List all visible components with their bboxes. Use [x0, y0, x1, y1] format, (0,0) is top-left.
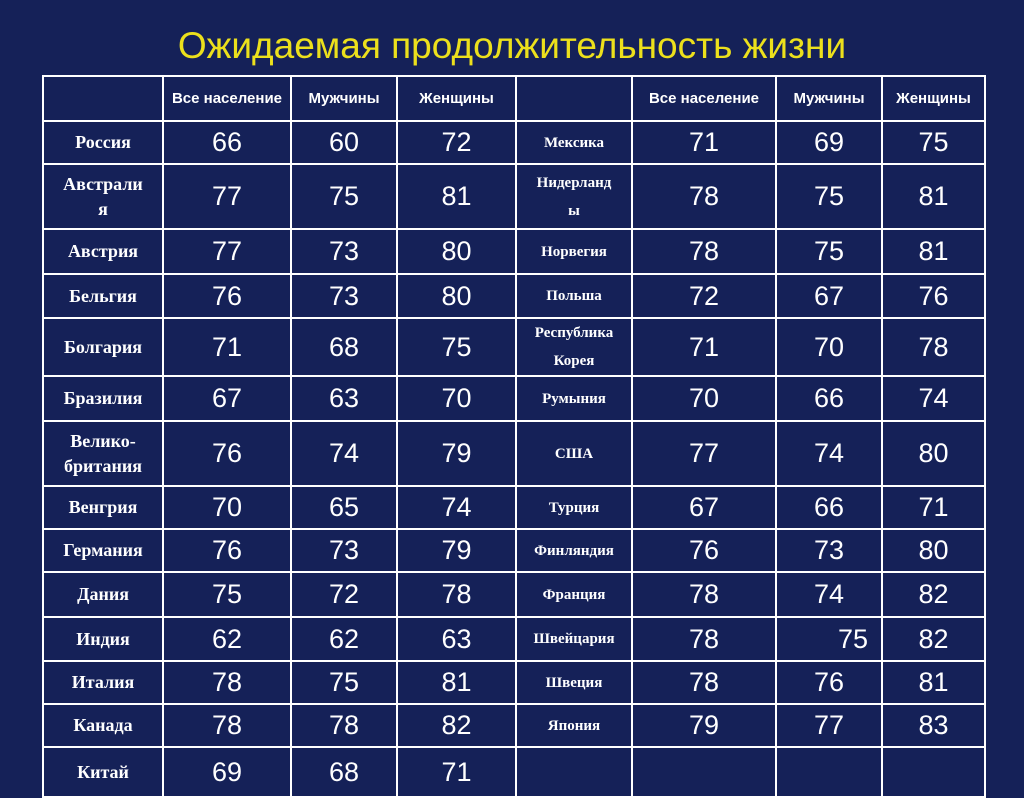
all-population-cell-2-text: 78 [688, 236, 720, 266]
table-row [43, 318, 985, 376]
men-cell [291, 376, 397, 421]
women-cell-2-text: 74 [918, 383, 949, 413]
all-population-cell [163, 421, 291, 486]
men-cell-2 [776, 529, 882, 572]
all-population-cell-2-text: 78 [688, 623, 720, 654]
country-cell-2 [516, 318, 632, 376]
women-cell-text: 75 [441, 331, 472, 362]
all-population-cell-2-text: 79 [688, 710, 720, 740]
header-men: Мужчины [291, 76, 397, 121]
all-population-cell [163, 121, 291, 164]
country-cell-2 [516, 529, 632, 572]
country-cell-text: Россия [75, 132, 131, 152]
page-title: Ожидаемая продолжительность жизни [177, 25, 847, 66]
header-country [43, 76, 163, 121]
men-cell [291, 486, 397, 529]
country-cell [43, 747, 163, 797]
country-cell-2 [516, 421, 632, 486]
table-row [43, 617, 985, 661]
all-population-cell-2 [632, 376, 776, 421]
men-cell-2 [776, 617, 882, 661]
men-cell [291, 661, 397, 704]
all-population-cell [163, 164, 291, 229]
country-cell [43, 617, 163, 661]
men-cell-2 [776, 486, 882, 529]
men-cell-text: 60 [328, 127, 360, 157]
men-cell-text: 75 [328, 667, 360, 697]
country-cell-text: Италия [71, 672, 135, 692]
header-row [43, 76, 985, 121]
men-cell-text: 63 [328, 383, 360, 413]
all-population-cell [163, 529, 291, 572]
country-cell-2 [516, 704, 632, 747]
all-population-cell-2 [632, 747, 776, 797]
men-cell-2-text: 77 [813, 710, 845, 740]
men-cell-2-text: 74 [813, 438, 845, 468]
country-cell-2-text: Турция [548, 499, 600, 516]
women-cell-text: 80 [441, 280, 472, 311]
table-row [43, 164, 985, 229]
all-population-cell-text: 76 [211, 280, 243, 311]
men-cell-text: 75 [328, 181, 360, 211]
women-cell-2 [882, 274, 985, 318]
country-cell-text: Болгария [63, 336, 143, 357]
country-cell-2-text: Польша [546, 288, 602, 304]
header-all-population: Все население [163, 76, 291, 121]
table-row [43, 274, 985, 318]
all-population-cell-text: 69 [211, 756, 243, 787]
women-cell [397, 529, 516, 572]
men-cell-2 [776, 121, 882, 164]
women-cell-2-text: 78 [918, 331, 949, 362]
men-cell-2-text: 70 [813, 331, 845, 362]
women-cell [397, 704, 516, 747]
table-row [43, 529, 985, 572]
country-cell [43, 529, 163, 572]
men-cell-2-text: 75 [813, 181, 845, 211]
women-cell-2 [882, 164, 985, 229]
all-population-cell-2 [632, 121, 776, 164]
all-population-cell [163, 704, 291, 747]
header-women-2: Женщины [882, 76, 985, 121]
men-cell [291, 318, 397, 376]
all-population-cell-2 [632, 704, 776, 747]
men-cell-2 [776, 421, 882, 486]
all-population-cell-2 [632, 421, 776, 486]
country-cell [43, 572, 163, 617]
country-cell-2-text: Нидерлaнд ы [536, 174, 612, 219]
all-population-cell [163, 318, 291, 376]
men-cell [291, 164, 397, 229]
men-cell-2 [776, 164, 882, 229]
country-cell [43, 274, 163, 318]
women-cell-2-text: 81 [918, 667, 949, 697]
men-cell-2 [776, 274, 882, 318]
all-population-cell-2-text: 77 [688, 438, 720, 468]
women-cell [397, 661, 516, 704]
women-cell-text: 80 [441, 236, 472, 266]
women-cell-2-text: 82 [918, 579, 949, 609]
country-cell-text: Китай [77, 761, 129, 782]
women-cell-2-text: 82 [918, 623, 949, 654]
men-cell-2-text: 66 [813, 492, 845, 522]
men-cell-text: 68 [328, 756, 360, 787]
header-women: Женщины [397, 76, 516, 121]
country-cell-text: Венгрия [68, 497, 138, 517]
women-cell-text: 72 [441, 127, 472, 157]
men-cell-2-text: 69 [813, 127, 845, 157]
all-population-cell-text: 76 [211, 438, 243, 468]
all-population-cell [163, 661, 291, 704]
women-cell-2-text: 80 [918, 535, 949, 565]
country-cell [43, 164, 163, 229]
header-men-2: Мужчины [776, 76, 882, 121]
country-cell-2 [516, 121, 632, 164]
all-population-cell [163, 617, 291, 661]
women-cell-2 [882, 486, 985, 529]
all-population-cell-2-text: 71 [688, 331, 720, 362]
country-cell-2 [516, 747, 632, 797]
table-row [43, 704, 985, 747]
country-cell-text: Австрали я [63, 173, 143, 219]
country-cell-2-text: Швейцария [533, 631, 615, 647]
all-population-cell-2-text: 71 [688, 127, 720, 157]
men-cell-2 [776, 704, 882, 747]
men-cell-2 [776, 572, 882, 617]
all-population-cell-2 [632, 661, 776, 704]
women-cell-text: 78 [441, 579, 472, 609]
country-cell-2 [516, 376, 632, 421]
country-cell-2-text: Норвегия [541, 243, 607, 260]
women-cell [397, 376, 516, 421]
all-population-cell-2-text: 78 [688, 579, 720, 609]
women-cell-2 [882, 229, 985, 274]
men-cell-2-text: 76 [813, 667, 845, 697]
table-row [43, 486, 985, 529]
table-row [43, 572, 985, 617]
all-population-cell [163, 747, 291, 797]
all-population-cell [163, 486, 291, 529]
women-cell [397, 164, 516, 229]
country-cell-2-text: Франция [542, 586, 606, 603]
men-cell [291, 121, 397, 164]
men-cell-text: 72 [328, 579, 360, 609]
men-cell [291, 704, 397, 747]
men-cell-text: 78 [328, 710, 360, 740]
women-cell-text: 82 [441, 710, 472, 740]
table-row [43, 747, 985, 797]
all-population-cell-2 [632, 529, 776, 572]
men-cell-2 [776, 376, 882, 421]
all-population-cell-2-text: 70 [688, 383, 720, 413]
country-cell [43, 661, 163, 704]
header-country-2 [516, 76, 632, 121]
country-cell-2 [516, 229, 632, 274]
men-cell-2 [776, 229, 882, 274]
life-expectancy-table [42, 75, 986, 798]
women-cell-2 [882, 572, 985, 617]
table-row [43, 121, 985, 164]
country-cell [43, 229, 163, 274]
women-cell-2-text: 80 [918, 438, 949, 468]
all-population-cell-2-text: 72 [688, 280, 720, 311]
table-row [43, 376, 985, 421]
country-cell-2-text: Мексика [543, 134, 605, 151]
all-population-cell-text: 67 [211, 383, 243, 413]
women-cell-2 [882, 421, 985, 486]
all-population-cell-2-text: 78 [688, 667, 720, 697]
all-population-cell-2 [632, 486, 776, 529]
women-cell-2-text: 81 [918, 181, 949, 211]
country-cell-text: Индия [76, 628, 130, 649]
table-row [43, 229, 985, 274]
all-population-cell-2-text: 76 [688, 535, 720, 565]
country-cell-text: Германия [63, 540, 143, 560]
country-cell-2 [516, 274, 632, 318]
all-population-cell-2 [632, 617, 776, 661]
country-cell-2-text: США [554, 445, 594, 462]
men-cell [291, 274, 397, 318]
all-population-cell-2-text: 67 [688, 492, 720, 522]
women-cell-text: 79 [441, 438, 472, 468]
country-cell-2 [516, 486, 632, 529]
women-cell-2 [882, 529, 985, 572]
men-cell-text: 68 [328, 331, 360, 362]
men-cell [291, 617, 397, 661]
country-cell-text: Канада [73, 715, 133, 735]
women-cell-2-text: 83 [918, 710, 949, 740]
all-population-cell [163, 376, 291, 421]
women-cell [397, 318, 516, 376]
women-cell-text: 63 [441, 623, 472, 654]
women-cell [397, 486, 516, 529]
men-cell-text: 73 [328, 280, 360, 311]
all-population-cell-text: 76 [211, 535, 243, 565]
country-cell-2-text: Финляндия [534, 542, 614, 559]
men-cell-2-text: 66 [813, 383, 845, 413]
men-cell-2 [776, 747, 882, 797]
all-population-cell [163, 274, 291, 318]
country-cell-text: Австрия [67, 241, 139, 261]
country-cell-text: Бельгия [69, 285, 137, 306]
country-cell-text: Дания [77, 584, 129, 604]
women-cell-text: 81 [441, 181, 472, 211]
men-cell-2-text: 67 [813, 280, 845, 311]
country-cell [43, 121, 163, 164]
country-cell-text: Велико- британия [64, 430, 142, 476]
men-cell [291, 747, 397, 797]
women-cell-2-text: 81 [918, 236, 949, 266]
women-cell-2 [882, 704, 985, 747]
men-cell-text: 62 [328, 623, 360, 654]
women-cell-2-text: 75 [918, 127, 949, 157]
women-cell-2 [882, 121, 985, 164]
all-population-cell [163, 229, 291, 274]
header-all-population-2: Все население [632, 76, 776, 121]
women-cell-text: 74 [441, 492, 472, 522]
all-population-cell-text: 66 [211, 127, 243, 157]
all-population-cell-2 [632, 164, 776, 229]
men-cell-2 [776, 318, 882, 376]
women-cell-2 [882, 617, 985, 661]
women-cell-2-text: 76 [918, 280, 949, 311]
men-cell-text: 65 [328, 492, 360, 522]
all-population-cell-text: 75 [211, 579, 243, 609]
women-cell-2 [882, 747, 985, 797]
all-population-cell-2 [632, 274, 776, 318]
men-cell-text: 74 [328, 438, 360, 468]
men-cell-text: 73 [328, 535, 360, 565]
all-population-cell-2 [632, 229, 776, 274]
women-cell-text: 71 [441, 756, 472, 787]
all-population-cell-text: 62 [211, 623, 243, 654]
men-cell [291, 572, 397, 617]
men-cell-2 [776, 661, 882, 704]
all-population-cell-text: 78 [211, 667, 243, 697]
country-cell-2 [516, 617, 632, 661]
country-cell-2 [516, 164, 632, 229]
women-cell-text: 79 [441, 535, 472, 565]
women-cell [397, 229, 516, 274]
country-cell-2-text: Япония [547, 717, 601, 734]
country-cell-2-text: Швеция [545, 674, 603, 691]
women-cell [397, 121, 516, 164]
men-cell-2-text: 75 [837, 623, 869, 654]
country-cell-2-text: Румыния [542, 390, 606, 407]
country-cell-2-text: Республика Корея [534, 325, 614, 369]
women-cell [397, 617, 516, 661]
all-population-cell-2-text: 78 [688, 181, 720, 211]
women-cell [397, 747, 516, 797]
all-population-cell-text: 78 [211, 710, 243, 740]
table-row [43, 421, 985, 486]
country-cell [43, 704, 163, 747]
women-cell-text: 70 [441, 383, 472, 413]
all-population-cell-text: 71 [211, 331, 243, 362]
women-cell-2 [882, 318, 985, 376]
men-cell-2-text: 73 [813, 535, 845, 565]
men-cell [291, 421, 397, 486]
table-row [43, 661, 985, 704]
country-cell-text: Бразилия [63, 388, 143, 408]
all-population-cell-2 [632, 572, 776, 617]
men-cell [291, 229, 397, 274]
all-population-cell-text: 70 [211, 492, 243, 522]
women-cell-2 [882, 376, 985, 421]
all-population-cell-text: 77 [211, 236, 243, 266]
men-cell-2-text: 74 [813, 579, 845, 609]
country-cell [43, 318, 163, 376]
women-cell [397, 274, 516, 318]
men-cell-2-text: 75 [813, 236, 845, 266]
country-cell [43, 486, 163, 529]
men-cell [291, 529, 397, 572]
women-cell-text: 81 [441, 667, 472, 697]
all-population-cell [163, 572, 291, 617]
country-cell [43, 376, 163, 421]
women-cell [397, 421, 516, 486]
all-population-cell-2 [632, 318, 776, 376]
men-cell-text: 73 [328, 236, 360, 266]
country-cell-2 [516, 661, 632, 704]
country-cell-2 [516, 572, 632, 617]
women-cell-2-text: 71 [918, 492, 949, 522]
women-cell [397, 572, 516, 617]
all-population-cell-text: 77 [211, 181, 243, 211]
country-cell [43, 421, 163, 486]
women-cell-2 [882, 661, 985, 704]
